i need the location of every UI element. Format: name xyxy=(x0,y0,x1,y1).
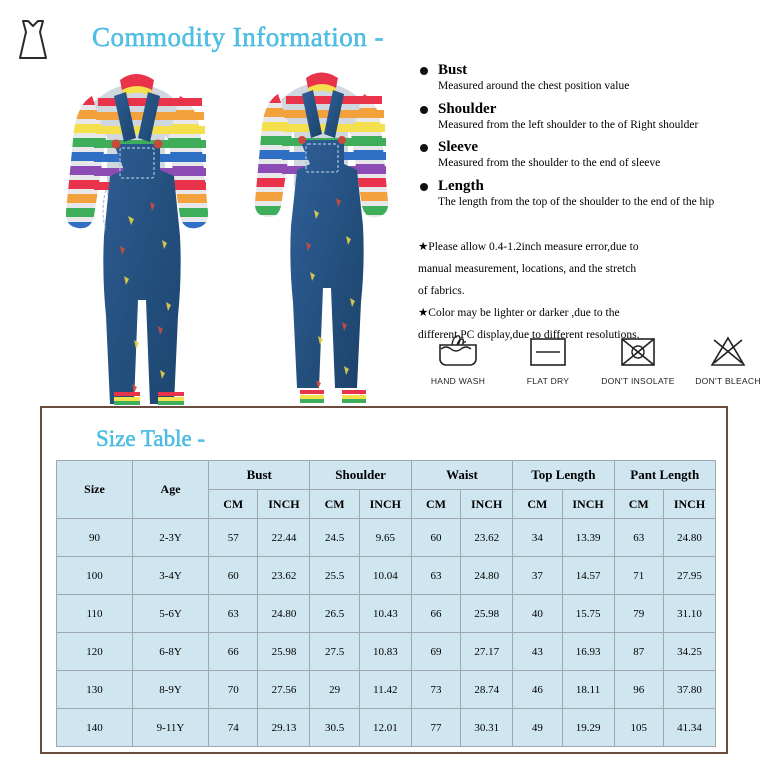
cell-waist-in: 25.98 xyxy=(461,595,513,633)
cell-bust-in: 24.80 xyxy=(258,595,310,633)
note-line: manual measurement, locations, and the stretch xyxy=(418,263,637,275)
cell-shoulder-cm: 29 xyxy=(310,671,359,709)
measurement-title: Bust xyxy=(438,62,468,78)
table-header-row-groups xyxy=(57,461,716,490)
care-item-hand-wash xyxy=(418,330,498,400)
cell-waist-in: 24.80 xyxy=(461,557,513,595)
care-label: FLAT DRY xyxy=(526,376,570,386)
header-top-length: Top Length xyxy=(513,461,614,490)
cell-top-in: 16.93 xyxy=(562,633,614,671)
header-age: Age xyxy=(133,461,209,519)
care-instructions xyxy=(418,330,768,400)
bullet-icon xyxy=(420,183,428,191)
header-unit-cm: CM xyxy=(310,490,359,519)
care-item-dont-bleach xyxy=(688,330,768,400)
header-unit-cm: CM xyxy=(411,490,460,519)
cell-waist-in: 30.31 xyxy=(461,709,513,747)
cell-top-in: 14.57 xyxy=(562,557,614,595)
note-line: of fabrics. xyxy=(418,285,465,297)
measurement-item-sleeve xyxy=(418,139,758,171)
care-label: HAND WASH xyxy=(430,376,486,386)
header-pant-length: Pant Length xyxy=(614,461,715,490)
cell-top-cm: 34 xyxy=(513,519,562,557)
cell-pant-cm: 63 xyxy=(614,519,663,557)
cell-pant-in: 27.95 xyxy=(663,557,715,595)
header-shoulder: Shoulder xyxy=(310,461,411,490)
cell-bust-cm: 70 xyxy=(209,671,258,709)
header-unit-inch: INCH xyxy=(258,490,310,519)
header-unit-cm: CM xyxy=(614,490,663,519)
header-unit-inch: INCH xyxy=(359,490,411,519)
cell-shoulder-cm: 26.5 xyxy=(310,595,359,633)
table-row xyxy=(57,633,716,671)
measurement-title: Sleeve xyxy=(438,139,478,155)
cell-top-in: 18.11 xyxy=(562,671,614,709)
cell-pant-cm: 79 xyxy=(614,595,663,633)
note-line: ★Please allow 0.4-1.2inch measure error,due to xyxy=(418,241,639,253)
table-row xyxy=(57,709,716,747)
cell-bust-in: 23.62 xyxy=(258,557,310,595)
size-table xyxy=(56,460,716,747)
cell-top-cm: 49 xyxy=(513,709,562,747)
cell-age: 9-11Y xyxy=(133,709,209,747)
cell-pant-in: 31.10 xyxy=(663,595,715,633)
care-label: DON'T BLEACH xyxy=(695,376,761,386)
page-title: Commodity Information - xyxy=(92,22,384,52)
cell-size: 120 xyxy=(57,633,133,671)
table-row xyxy=(57,595,716,633)
cell-top-cm: 37 xyxy=(513,557,562,595)
bullet-icon xyxy=(420,67,428,75)
cell-top-cm: 40 xyxy=(513,595,562,633)
cell-size: 110 xyxy=(57,595,133,633)
cell-bust-in: 29.13 xyxy=(258,709,310,747)
header-unit-inch: INCH xyxy=(663,490,715,519)
cell-bust-cm: 74 xyxy=(209,709,258,747)
cell-bust-in: 27.56 xyxy=(258,671,310,709)
dont-insolate-icon xyxy=(598,330,678,374)
cell-shoulder-cm: 30.5 xyxy=(310,709,359,747)
cell-waist-cm: 77 xyxy=(411,709,460,747)
cell-bust-in: 25.98 xyxy=(258,633,310,671)
measurement-item-bust xyxy=(418,62,758,94)
cell-shoulder-cm: 25.5 xyxy=(310,557,359,595)
header-size: Size xyxy=(57,461,133,519)
cell-age: 2-3Y xyxy=(133,519,209,557)
measurement-desc: Measured from the left shoulder to the of Right shoulder xyxy=(438,118,699,131)
cell-age: 6-8Y xyxy=(133,633,209,671)
cell-top-cm: 43 xyxy=(513,633,562,671)
measurement-item-shoulder xyxy=(418,101,758,133)
cell-bust-cm: 66 xyxy=(209,633,258,671)
cell-shoulder-in: 11.42 xyxy=(359,671,411,709)
table-row xyxy=(57,519,716,557)
cell-pant-in: 41.34 xyxy=(663,709,715,747)
cell-size: 90 xyxy=(57,519,133,557)
cell-pant-cm: 87 xyxy=(614,633,663,671)
cell-waist-cm: 69 xyxy=(411,633,460,671)
measurement-title: Shoulder xyxy=(438,100,497,117)
header-unit-cm: CM xyxy=(513,490,562,519)
note-line: ★Color may be lighter or darker ,due to the xyxy=(418,307,620,319)
cell-shoulder-in: 12.01 xyxy=(359,709,411,747)
hand-wash-icon xyxy=(418,330,498,374)
measurement-desc: The length from the top of the shoulder to the end of the hip xyxy=(438,195,715,208)
cell-shoulder-cm: 24.5 xyxy=(310,519,359,557)
product-photos xyxy=(62,40,412,405)
cell-pant-in: 24.80 xyxy=(663,519,715,557)
measurement-desc: Measured around the chest position value xyxy=(438,80,630,92)
header-unit-cm: CM xyxy=(209,490,258,519)
cell-pant-in: 34.25 xyxy=(663,633,715,671)
dress-icon xyxy=(10,18,56,62)
cell-size: 130 xyxy=(57,671,133,709)
care-item-flat-dry xyxy=(508,330,588,400)
cell-bust-in: 22.44 xyxy=(258,519,310,557)
cell-shoulder-in: 10.83 xyxy=(359,633,411,671)
note-line: different PC display,due to different resolutions. xyxy=(418,329,640,341)
bullet-icon xyxy=(420,106,428,114)
header-unit-inch: INCH xyxy=(562,490,614,519)
cell-waist-cm: 73 xyxy=(411,671,460,709)
cell-shoulder-in: 9.65 xyxy=(359,519,411,557)
cell-pant-cm: 96 xyxy=(614,671,663,709)
table-row xyxy=(57,671,716,709)
cell-top-in: 15.75 xyxy=(562,595,614,633)
header-unit-inch: INCH xyxy=(461,490,513,519)
cell-shoulder-cm: 27.5 xyxy=(310,633,359,671)
cell-waist-cm: 63 xyxy=(411,557,460,595)
cell-waist-in: 28.74 xyxy=(461,671,513,709)
cell-top-in: 13.39 xyxy=(562,519,614,557)
cell-bust-cm: 57 xyxy=(209,519,258,557)
product-side-photo xyxy=(252,40,412,405)
measurement-desc: Measured from the shoulder to the end of sleeve xyxy=(438,157,661,169)
cell-bust-cm: 60 xyxy=(209,557,258,595)
size-table-block xyxy=(40,406,728,754)
cell-shoulder-in: 10.04 xyxy=(359,557,411,595)
cell-waist-in: 23.62 xyxy=(461,519,513,557)
cell-age: 5-6Y xyxy=(133,595,209,633)
cell-bust-cm: 63 xyxy=(209,595,258,633)
dont-bleach-icon xyxy=(688,330,768,374)
cell-waist-in: 27.17 xyxy=(461,633,513,671)
cell-age: 3-4Y xyxy=(133,557,209,595)
header-bust: Bust xyxy=(209,461,310,490)
cell-top-cm: 46 xyxy=(513,671,562,709)
measurement-list xyxy=(418,62,758,216)
cell-top-in: 19.29 xyxy=(562,709,614,747)
cell-age: 8-9Y xyxy=(133,671,209,709)
cell-pant-cm: 105 xyxy=(614,709,663,747)
cell-size: 100 xyxy=(57,557,133,595)
cell-pant-cm: 71 xyxy=(614,557,663,595)
cell-size: 140 xyxy=(57,709,133,747)
cell-waist-cm: 60 xyxy=(411,519,460,557)
cell-pant-in: 37.80 xyxy=(663,671,715,709)
care-item-dont-insolate xyxy=(598,330,678,400)
product-front-photo xyxy=(62,40,237,405)
cell-shoulder-in: 10.43 xyxy=(359,595,411,633)
flat-dry-icon xyxy=(508,330,588,374)
size-table-title: Size Table - xyxy=(96,426,206,451)
header-waist: Waist xyxy=(411,461,512,490)
measurement-title: Length xyxy=(438,177,484,194)
measurement-item-length xyxy=(418,178,758,210)
care-label: DON'T INSOLATE xyxy=(601,376,675,386)
bullet-icon xyxy=(420,144,428,152)
cell-waist-cm: 66 xyxy=(411,595,460,633)
table-row xyxy=(57,557,716,595)
